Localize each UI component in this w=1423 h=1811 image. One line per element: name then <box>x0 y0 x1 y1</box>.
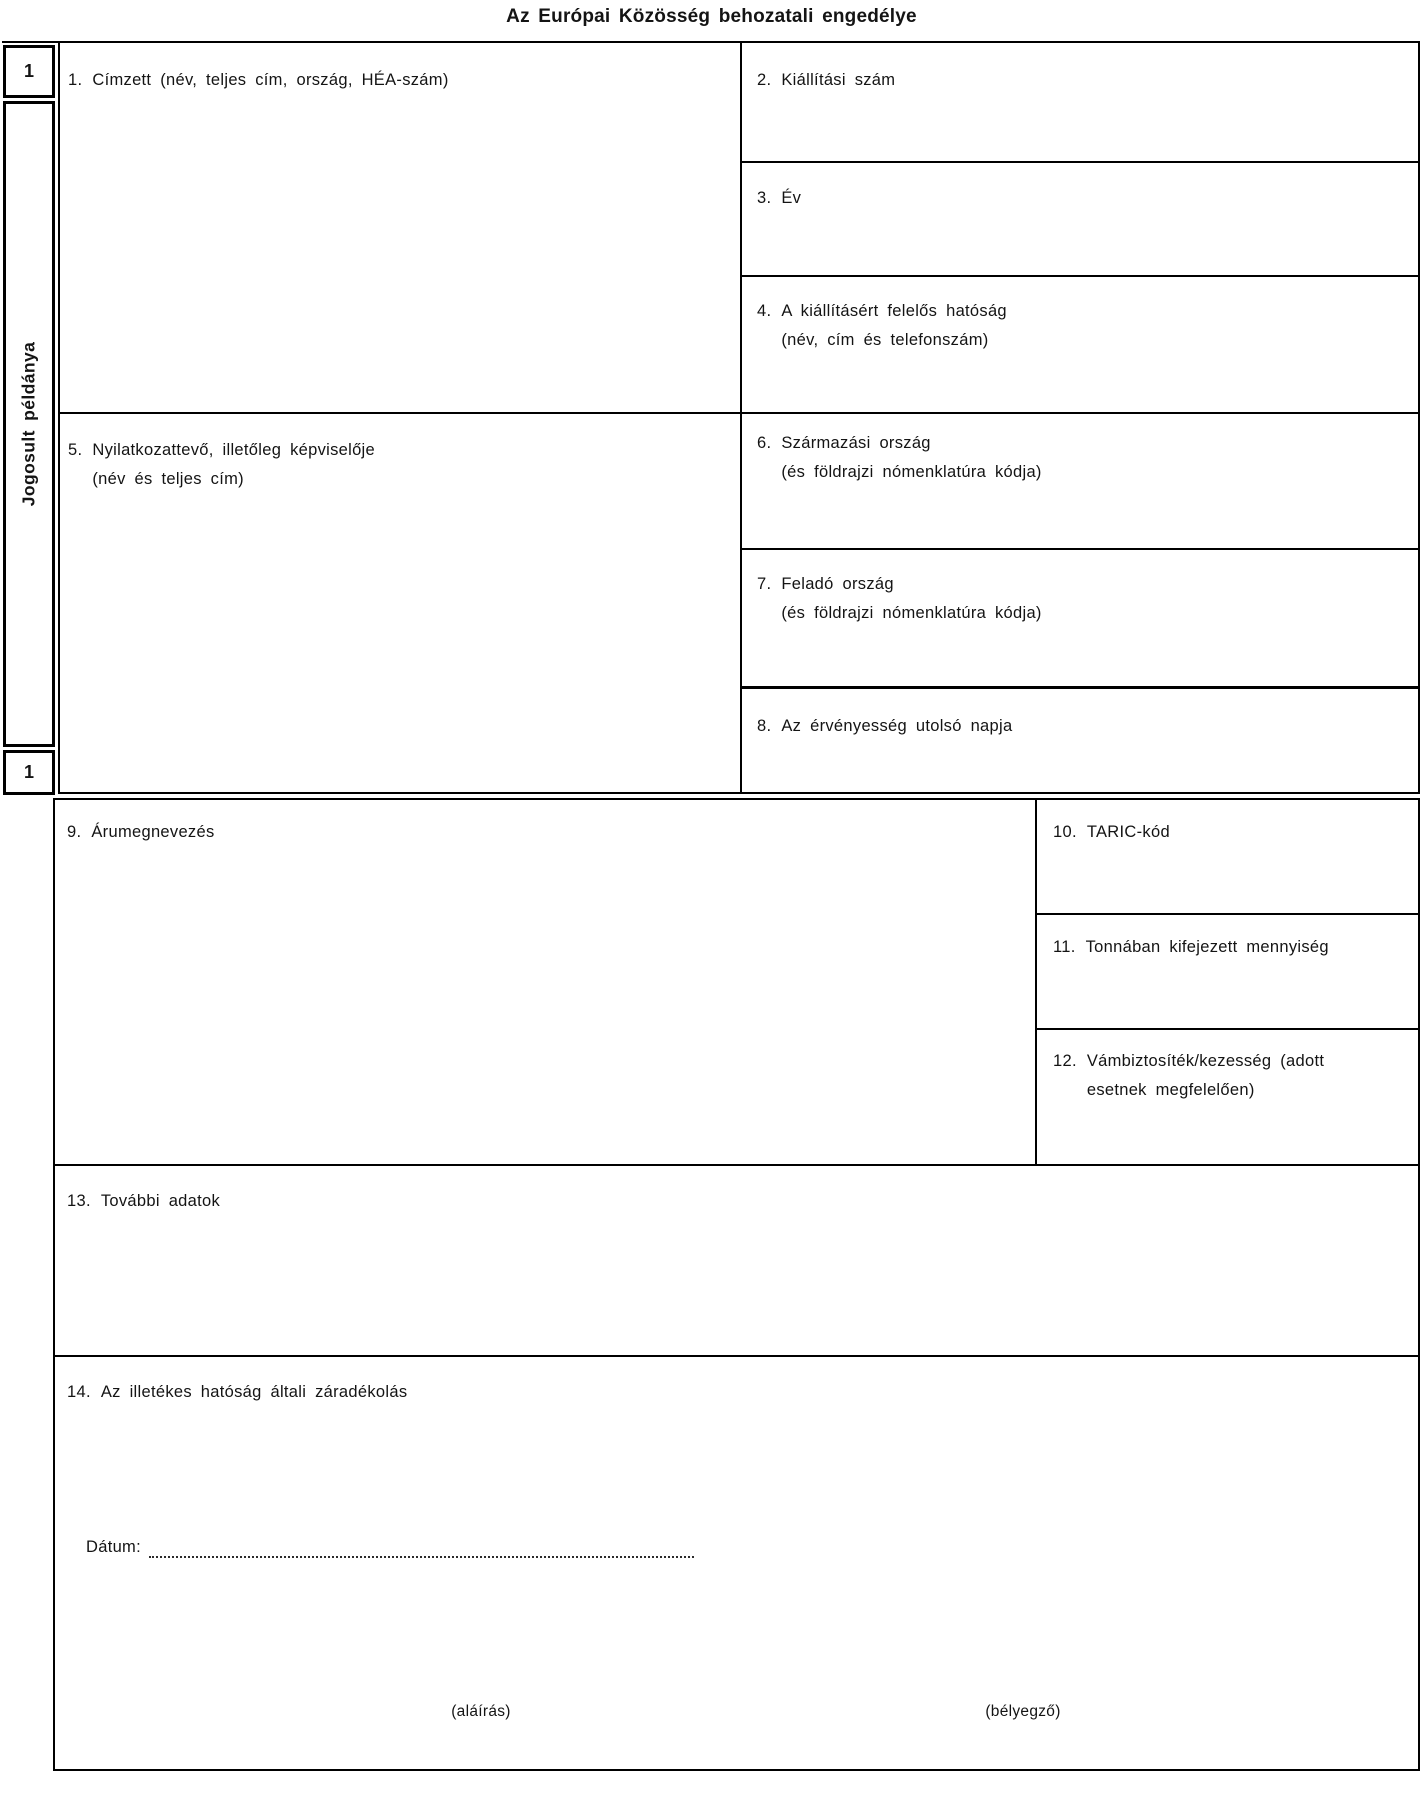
divider-field13-field14 <box>55 1355 1418 1357</box>
field-3-year-label: 3. Év <box>757 189 802 207</box>
field-6-country-of-origin-label: 6. Származási ország (és földrajzi nómenklatúra kódja) <box>757 434 1042 481</box>
divider-upper-columns <box>740 43 742 792</box>
divider-goods-band-bottom <box>55 1164 1418 1166</box>
page-title: Az Európai Közösség behozatali engedélye <box>506 6 917 27</box>
field-11-quantity-tonnes-label: 11. Tonnában kifejezett mennyiség <box>1053 938 1329 956</box>
divider-field2-field3 <box>740 161 1418 163</box>
upper-section <box>58 41 1420 794</box>
divider-field11-field12 <box>1035 1028 1418 1030</box>
field-1-addressee-label: 1. Címzett (név, teljes cím, ország, HÉA-szám) <box>68 71 449 89</box>
divider-field3-field4 <box>740 275 1418 277</box>
signature-label: (aláírás) <box>451 1703 511 1720</box>
divider-field9-right-column <box>1035 800 1037 1164</box>
field-9-goods-description-label: 9. Árumegnevezés <box>67 823 215 841</box>
copy-number-top: 1 <box>23 61 34 81</box>
copy-label-vertical-text: Jogosult példánya <box>18 341 39 507</box>
divider-field1-field5 <box>60 412 740 414</box>
date-label: Dátum: <box>86 1538 141 1556</box>
date-dotted-line <box>149 1540 694 1558</box>
copy-number-bottom: 1 <box>23 762 34 782</box>
field-2-issue-number-label: 2. Kiállítási szám <box>757 71 896 89</box>
divider-field4-field6 <box>740 412 1418 414</box>
field-8-validity-date-label: 8. Az érvényesség utolsó napja <box>757 717 1013 735</box>
field-13-additional-data-label: 13. További adatok <box>67 1192 221 1210</box>
divider-field10-field11 <box>1035 913 1418 915</box>
lower-section <box>53 798 1420 1771</box>
copy-number-top-box <box>3 45 55 98</box>
field-5-declarant-label: 5. Nyilatkozattevő, illetőleg képviselője (név és teljes cím) <box>68 441 375 488</box>
copy-label-box <box>3 101 55 747</box>
date-row <box>86 1536 694 1558</box>
field-12-customs-security-label: 12. Vámbiztosíték/kezesség (adott esetnek megfelelően) <box>1053 1052 1325 1099</box>
field-4-issuing-authority-label: 4. A kiállításért felelős hatóság (név, cím és telefonszám) <box>757 302 1007 349</box>
stamp-label: (bélyegző) <box>985 1703 1061 1720</box>
divider-field6-field7 <box>740 548 1418 550</box>
field-10-taric-code-label: 10. TARIC-kód <box>1053 823 1170 841</box>
divider-field7-field8 <box>740 686 1418 689</box>
field-14-endorsement-label: 14. Az illetékes hatóság általi záradékolás <box>67 1383 408 1401</box>
copy-number-bottom-box <box>3 750 55 795</box>
field-7-country-of-consignment-label: 7. Feladó ország (és földrajzi nómenklatúra kódja) <box>757 575 1042 622</box>
